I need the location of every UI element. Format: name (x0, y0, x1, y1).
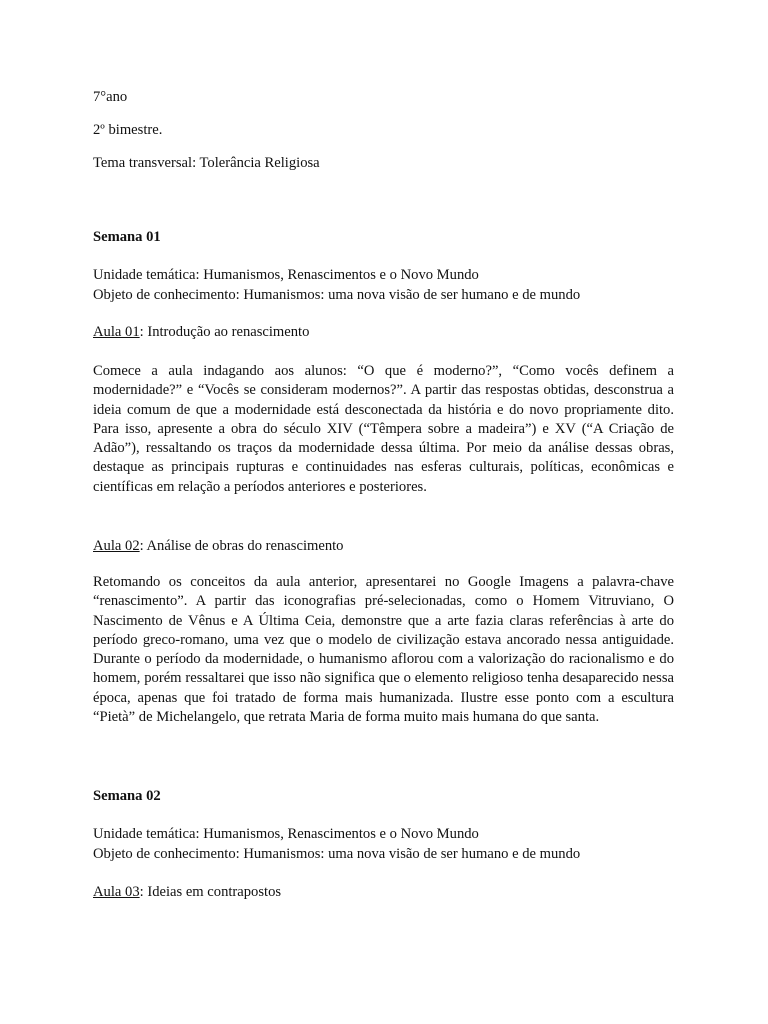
unit-line: Unidade temática: Humanismos, Renascimentos e o Novo Mundo (93, 826, 479, 842)
term-line: 2º bimestre. (93, 122, 163, 138)
week-heading: Semana 01 (93, 229, 161, 245)
theme-line: Tema transversal: Tolerância Religiosa (93, 155, 320, 171)
lesson-title: : Introdução ao renascimento (139, 324, 310, 340)
lesson-heading (93, 536, 343, 556)
object-line: Objeto de conhecimento: Humanismos: uma nova visão de ser humano e de mundo (93, 287, 581, 303)
week-heading: Semana 02 (93, 788, 161, 804)
lesson-label: Aula 02 (93, 538, 140, 554)
grade-line: 7°ano (93, 89, 128, 105)
unit-line: Unidade temática: Humanismos, Renascimentos e o Novo Mundo (93, 267, 479, 283)
lesson-heading (93, 882, 281, 902)
lesson-heading (93, 322, 309, 342)
lesson-paragraph: Retomando os conceitos da aula anterior, apresentarei no Google Imagens a palavra-chave “renascimento”. A partir das iconografias pré-selecionadas, como o Homem Vitruviano, O Nascimento de Vênus e A Última Ceia, demonstre que a arte fazia claras referências à arte do período greco-romano, uma vez que o modelo de civilização estava ancorado nessa antiguidade. Durante o período da modernidade, o humanismo aflorou com a valorização do racionalismo e do homem, porém ressaltarei que isso não significa que o elemento religioso tenha desaparecido nessa época, apenas que foi tratado de forma mais humanizada. Ilustre esse ponto com a escultura “Pietà” de Michelangelo, que retrata Maria de forma muito mais humana do que santa. (93, 574, 674, 726)
lesson-paragraph: Comece a aula indagando aos alunos: “O que é moderno?”, “Como vocês definem a modernidade?” e “Vocês se consideram modernos?”. A partir das respostas obtidas, desconstrua a ideia comum de que a modernidade está desconectada da história e do novo propriamente dito. Para isso, apresente a obra do século XIV (“Têmpera sobre a madeira”) e XV (“A Criação de Adão”), ressaltando os traços da modernidade dessa última. Por meio da análise dessas obras, destaque as principais rupturas e continuidades nas esferas culturais, políticas, econômicas e científicas em relação a períodos anteriores e posteriores. (93, 363, 674, 495)
object-line: Objeto de conhecimento: Humanismos: uma nova visão de ser humano e de mundo (93, 846, 581, 862)
lesson-title: : Análise de obras do renascimento (139, 538, 344, 554)
lesson-label: Aula 03 (93, 884, 140, 900)
lesson-label: Aula 01 (93, 324, 140, 340)
lesson-title: : Ideias em contrapostos (139, 884, 282, 900)
